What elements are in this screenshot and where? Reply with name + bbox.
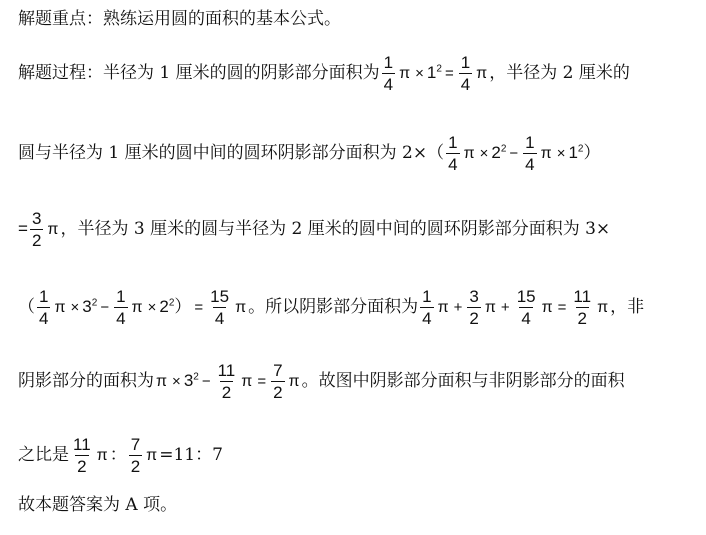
text-segment: 。所以阴影部分面积为: [248, 297, 419, 317]
fraction: [129, 436, 142, 475]
denominator: 2: [469, 309, 479, 328]
minus-sign: −: [509, 145, 519, 162]
equals-sign: =: [194, 299, 204, 316]
equals-sign: =: [557, 299, 567, 316]
pi-symbol: π: [476, 65, 488, 82]
line-process-1: [18, 54, 630, 93]
denominator: 4: [521, 309, 531, 328]
fraction: [37, 288, 50, 327]
numerator: 1: [39, 287, 49, 306]
line-process-5: [18, 362, 625, 401]
text-segment: 圆与半径为 1 厘米的圆中间的圆环阴影部分面积为 2×（: [18, 143, 445, 163]
numerator: 15: [210, 287, 230, 306]
pi-symbol: π: [288, 373, 300, 390]
line-key-point: [18, 8, 341, 30]
pi-symbol: π: [484, 299, 496, 316]
text-segment: ，非: [610, 297, 645, 317]
denominator: 2: [221, 383, 232, 402]
denominator: 4: [39, 309, 49, 328]
numerator: 1: [116, 287, 126, 306]
fraction: [114, 288, 127, 327]
fraction: [271, 362, 284, 401]
base: 1: [568, 143, 578, 162]
fraction: [571, 288, 593, 327]
line-process-3: [18, 210, 610, 249]
text-segment: ，半径为 3 厘米的圆与半径为 2 厘米的圆中间的圆环阴影部分面积为 3×: [60, 219, 611, 239]
plus-sign: +: [500, 299, 510, 316]
text-segment: 。故图中阴影部分面积与非阴影部分的面积: [301, 371, 625, 391]
pi-symbol: π: [241, 373, 253, 390]
equals-sign: =: [444, 65, 454, 82]
minus-sign: −: [100, 299, 110, 316]
fraction: [523, 134, 536, 173]
pi-symbol: π: [131, 299, 143, 316]
base: 2: [159, 297, 169, 316]
pi-symbol: π: [399, 65, 411, 82]
answer-text: 故本题答案为 A 项。: [18, 495, 178, 515]
line-process-6: [18, 436, 223, 475]
numerator: 11: [217, 361, 236, 380]
numerator: 1: [422, 287, 432, 306]
pi-symbol: π: [463, 145, 475, 162]
pi-symbol: π: [47, 221, 59, 238]
fraction: [216, 362, 238, 401]
numerator: 1: [448, 133, 458, 152]
open-paren: （: [18, 297, 35, 317]
numerator: 1: [460, 53, 471, 72]
pi-symbol: π: [541, 299, 553, 316]
close-paren: ）: [174, 297, 192, 317]
fraction: [30, 210, 43, 249]
pi-symbol: π: [54, 299, 66, 316]
ratio-colon: ：: [109, 445, 127, 465]
fraction: [382, 54, 395, 93]
denominator: 4: [214, 309, 225, 328]
text-segment: ，半径为 2 厘米的: [489, 63, 630, 83]
denominator: 4: [116, 309, 126, 328]
base: 1: [426, 63, 437, 82]
denominator: 2: [31, 231, 42, 250]
denominator: 4: [525, 155, 535, 174]
pi-symbol: π: [96, 447, 108, 464]
denominator: 2: [130, 457, 141, 476]
fraction: [420, 288, 433, 327]
numerator: 3: [31, 209, 42, 228]
fraction: [208, 288, 231, 327]
base: 3: [82, 297, 92, 316]
text-segment: ）: [583, 143, 601, 163]
key-point-text: 解题重点：熟练运用圆的面积的基本公式。: [18, 9, 341, 29]
fraction: [446, 134, 459, 173]
minus-sign: −: [201, 373, 211, 390]
times-sign: ×: [415, 65, 424, 82]
equals-sign: =: [18, 219, 28, 238]
denominator: 4: [383, 75, 394, 94]
equals-sign: =: [257, 373, 267, 390]
ratio-result: =11：7: [159, 445, 223, 465]
exponent: 2: [91, 297, 98, 309]
numerator: 11: [573, 287, 592, 306]
denominator: 2: [77, 457, 87, 476]
base: 2: [491, 143, 501, 162]
numerator: 7: [130, 435, 141, 454]
line-process-2: [18, 134, 600, 173]
text-segment: 之比是: [18, 445, 69, 465]
pi-symbol: π: [235, 299, 247, 316]
numerator: 1: [525, 133, 535, 152]
denominator: 4: [422, 309, 432, 328]
pi-symbol: π: [156, 373, 168, 390]
text-segment: 阴影部分的面积为: [18, 371, 154, 391]
line-answer: [18, 494, 177, 516]
pi-symbol: π: [597, 299, 609, 316]
exponent: 2: [193, 371, 199, 383]
fraction: [71, 436, 93, 475]
pi-symbol: π: [437, 299, 449, 316]
exponent: 2: [436, 63, 442, 75]
exponent: 2: [168, 297, 175, 309]
times-sign: ×: [70, 299, 80, 316]
line-process-4: [18, 288, 644, 327]
times-sign: ×: [147, 299, 157, 316]
exponent: 2: [577, 143, 584, 155]
times-sign: ×: [556, 145, 566, 162]
times-sign: ×: [479, 145, 489, 162]
denominator: 2: [273, 383, 283, 402]
fraction: [515, 288, 538, 327]
pi-symbol: π: [146, 447, 158, 464]
numerator: 3: [469, 287, 479, 306]
times-sign: ×: [172, 373, 181, 390]
fraction: [467, 288, 480, 327]
text-segment: 解题过程：半径为 1 厘米的圆的阴影部分面积为: [18, 63, 380, 83]
denominator: 2: [577, 309, 587, 328]
numerator: 15: [516, 287, 536, 306]
pi-symbol: π: [540, 145, 552, 162]
numerator: 7: [273, 361, 283, 380]
denominator: 4: [448, 155, 458, 174]
numerator: 11: [73, 435, 91, 454]
exponent: 2: [500, 143, 507, 155]
numerator: 1: [383, 53, 394, 72]
plus-sign: +: [453, 299, 463, 316]
denominator: 4: [460, 75, 471, 94]
fraction: [459, 54, 472, 93]
base: 3: [183, 371, 194, 390]
